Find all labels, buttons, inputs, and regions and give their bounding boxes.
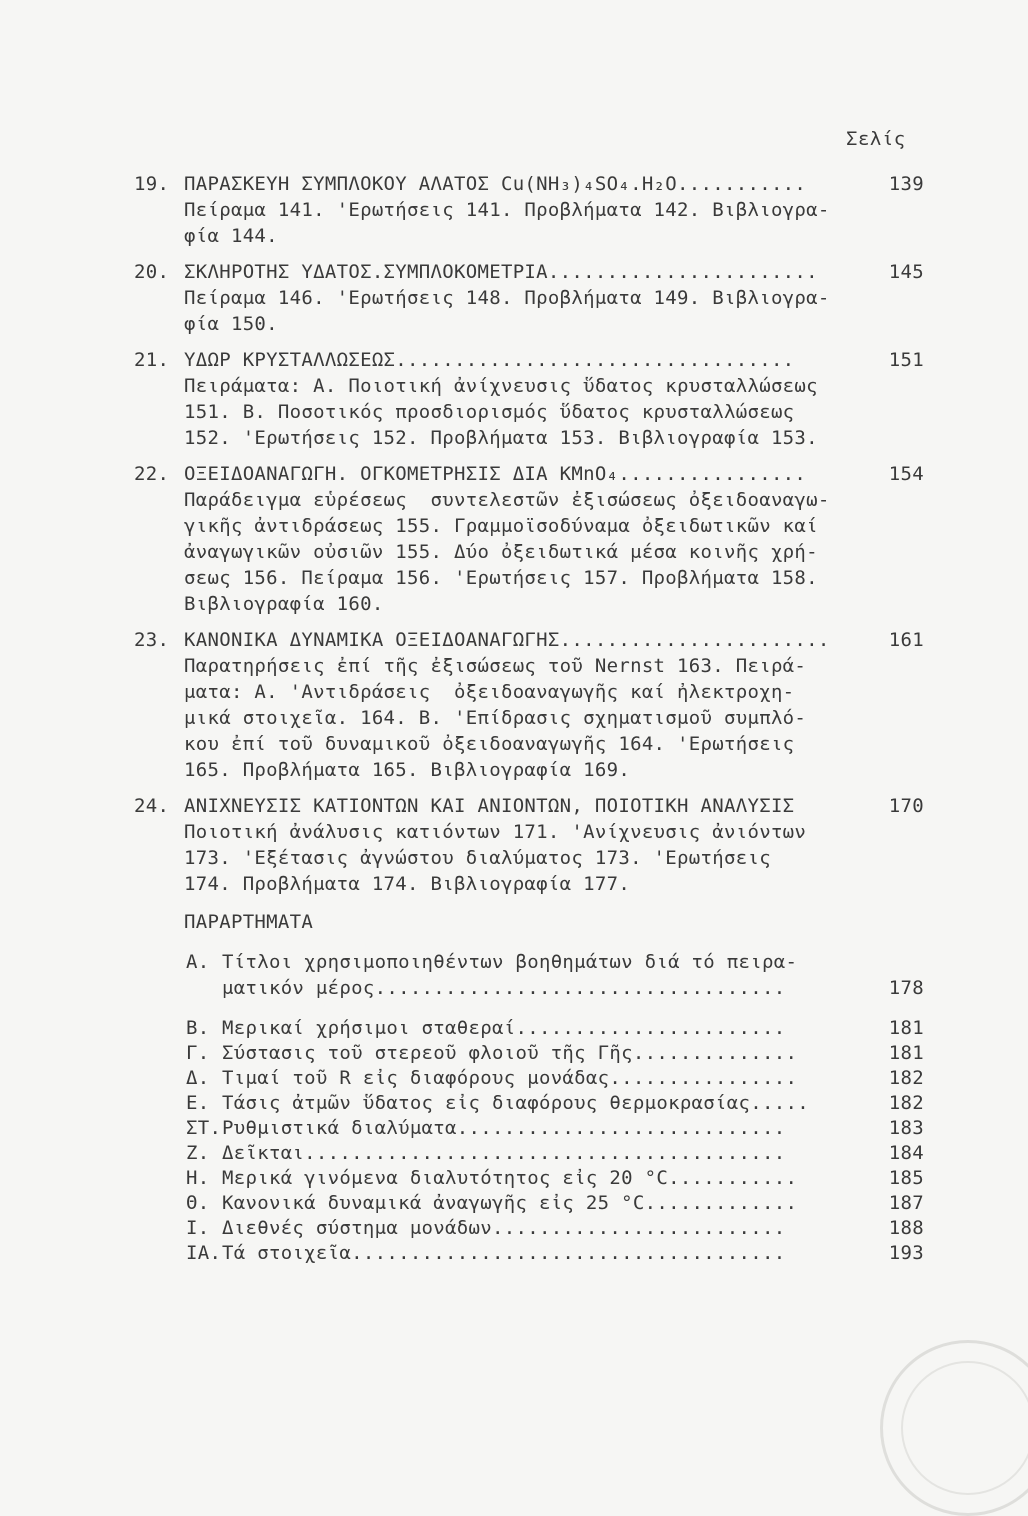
entry-page: 154 (888, 463, 924, 485)
entry-number: 21. (134, 349, 170, 371)
appendix-page: 184 (888, 1142, 924, 1164)
appendix-text: Τιμαί τοῦ R εἰς διαφόρους μονάδας................ (222, 1067, 798, 1089)
entry-title: ΑΝΙΧΝΕΥΣΙΣ ΚΑΤΙΟΝΤΩΝ ΚΑΙ ΑΝΙΟΝΤΩΝ, ΠΟΙΟΤΙΚΗ ΑΝΑΛΥΣΙΣ (184, 795, 795, 817)
entry-number: 22. (134, 463, 170, 485)
entry-line: ματα: Α. 'Αντιδράσεις ὀξειδοαναγωγῆς καί ἠλεκτροχη- (184, 681, 795, 703)
appendix-text: Δεῖκται......................................... (222, 1142, 786, 1164)
entry-line: φία 144. (184, 225, 278, 247)
entry-title: ΚΑΝΟΝΙΚΑ ΔΥΝΑΜΙΚΑ ΟΞΕΙΔΟΑΝΑΓΩΓΗΣ....................... (184, 629, 830, 651)
appendix-letter: Η. (186, 1167, 210, 1189)
entry-line: μικά στοιχεῖα. 164. Β. 'Επίδρασις σχηματισμοῦ συμπλό- (184, 707, 807, 729)
appendix-letter: Θ. (186, 1192, 210, 1214)
appendix-page: 178 (888, 977, 924, 999)
appendix-page: 183 (888, 1117, 924, 1139)
entry-page: 145 (888, 261, 924, 283)
entry-line: κου ἐπί τοῦ δυναμικοῦ ὀξειδοαναγωγῆς 164. 'Ερωτήσεις (184, 733, 795, 755)
entry-number: 19. (134, 173, 170, 195)
appendix-letter: Γ. (186, 1042, 210, 1064)
entry-title: ΥΔΩΡ ΚΡΥΣΤΑΛΛΩΣΕΩΣ.................................. (184, 349, 795, 371)
entry-line: Βιβλιογραφία 160. (184, 593, 384, 615)
entry-number: 24. (134, 795, 170, 817)
appendix-text: Τίτλοι χρησιμοποιηθέντων βοηθημάτων διά τό πειρα- (222, 951, 798, 973)
appendix-text: Διεθνές σύστημα μονάδων......................... (222, 1217, 786, 1239)
appendix-letter: Α. (186, 951, 210, 973)
appendix-text: Μερικά γινόμενα διαλυτότητος εἰς 20 °C........... (222, 1167, 798, 1189)
entry-line: Πειράματα: Α. Ποιοτική ἀνίχνευσις ὕδατος κρυσταλλώσεως (184, 375, 818, 397)
appendix-page: 193 (888, 1242, 924, 1264)
entry-line: 151. Β. Ποσοτικός προσδιορισμός ὕδατος κρυσταλλώσεως (184, 401, 795, 423)
appendix-letter: Δ. (186, 1067, 210, 1089)
appendix-text: Τά στοιχεῖα..................................... (222, 1242, 786, 1264)
appendix-page: 188 (888, 1217, 924, 1239)
entry-line: Παράδειγμα εὑρέσεως συντελεστῶν ἐξισώσεως ὀξειδοαναγω- (184, 489, 830, 511)
appendix-page: 181 (888, 1017, 924, 1039)
entry-line: 174. Προβλήματα 174. Βιβλιογραφία 177. (184, 873, 631, 895)
entry-line: ἀναγωγικῶν οὐσιῶν 155. Δύο ὀξειδωτικά μέσα κοινῆς χρή- (184, 541, 818, 563)
entry-title: ΣΚΛΗΡΟΤΗΣ ΥΔΑΤΟΣ.ΣΥΜΠΛΟΚΟΜΕΤΡΙΑ....................... (184, 261, 818, 283)
appendix-page: 182 (888, 1067, 924, 1089)
entry-line: Ποιοτική ἀνάλυσις κατιόντων 171. 'Ανίχνευσις ἀνιόντων (184, 821, 807, 843)
entry-title: ΟΞΕΙΔΟΑΝΑΓΩΓΗ. ΟΓΚΟΜΕΤΡΗΣΙΣ ΔΙΑ KMnO₄................ (184, 463, 807, 485)
appendix-letter: Ζ. (186, 1142, 210, 1164)
appendix-page: 182 (888, 1092, 924, 1114)
appendix-text: ματικόν μέρος................................... (222, 977, 786, 999)
entry-line: φία 150. (184, 313, 278, 335)
library-stamp (880, 1340, 1028, 1516)
entry-number: 23. (134, 629, 170, 651)
appendix-page: 187 (888, 1192, 924, 1214)
appendix-page: 185 (888, 1167, 924, 1189)
entry-number: 20. (134, 261, 170, 283)
entry-line: 165. Προβλήματα 165. Βιβλιογραφία 169. (184, 759, 631, 781)
entry-line: Παρατηρήσεις ἐπί τῆς ἐξισώσεως τοῦ Nernst 163. Πειρά- (184, 655, 807, 677)
entry-page: 139 (888, 173, 924, 195)
appendix-text: Μερικαί χρήσιμοι σταθεραί....................... (222, 1017, 786, 1039)
appendix-letter: Ε. (186, 1092, 210, 1114)
appendix-text: Τάσις ἀτμῶν ὕδατος εἰς διαφόρους θερμοκρασίας..... (222, 1092, 809, 1114)
appendix-heading: ΠΑΡΑΡΤΗΜΑΤΑ (184, 911, 314, 933)
entry-line: γικῆς ἀντιδράσεως 155. Γραμμοϊσοδύναμα ὀξειδωτικῶν καί (184, 515, 818, 537)
entry-line: 152. 'Ερωτήσεις 152. Προβλήματα 153. Βιβλιογραφία 153. (184, 427, 818, 449)
appendix-text: Σύστασις τοῦ στερεοῦ φλοιοῦ τῆς Γῆς.............. (222, 1042, 798, 1064)
page-column-header: Σελίς (846, 128, 906, 150)
entry-page: 151 (888, 349, 924, 371)
entry-page: 161 (888, 629, 924, 651)
entry-line: Πείραμα 141. 'Ερωτήσεις 141. Προβλήματα 142. Βιβλιογρα- (184, 199, 830, 221)
appendix-text: Ρυθμιστικά διαλύματα............................ (222, 1117, 786, 1139)
appendix-letter: Ι. (186, 1217, 210, 1239)
entry-title: ΠΑΡΑΣΚΕΥΗ ΣΥΜΠΛΟΚΟΥ ΑΛΑΤΟΣ Cu(NH₃)₄SO₄.H₂O........... (184, 173, 807, 195)
appendix-letter: ΣΤ. (186, 1117, 222, 1139)
appendix-letter: Β. (186, 1017, 210, 1039)
entry-line: 173. 'Εξέτασις ἀγνώστου διαλύματος 173. 'Ερωτήσεις (184, 847, 771, 869)
entry-page: 170 (888, 795, 924, 817)
entry-line: Πείραμα 146. 'Ερωτήσεις 148. Προβλήματα 149. Βιβλιογρα- (184, 287, 830, 309)
entry-line: σεως 156. Πείραμα 156. 'Ερωτήσεις 157. Προβλήματα 158. (184, 567, 818, 589)
appendix-letter: ΙΑ. (186, 1242, 222, 1264)
appendix-text: Κανονικά δυναμικά ἀναγωγῆς εἰς 25 °C............. (222, 1192, 798, 1214)
appendix-page: 181 (888, 1042, 924, 1064)
